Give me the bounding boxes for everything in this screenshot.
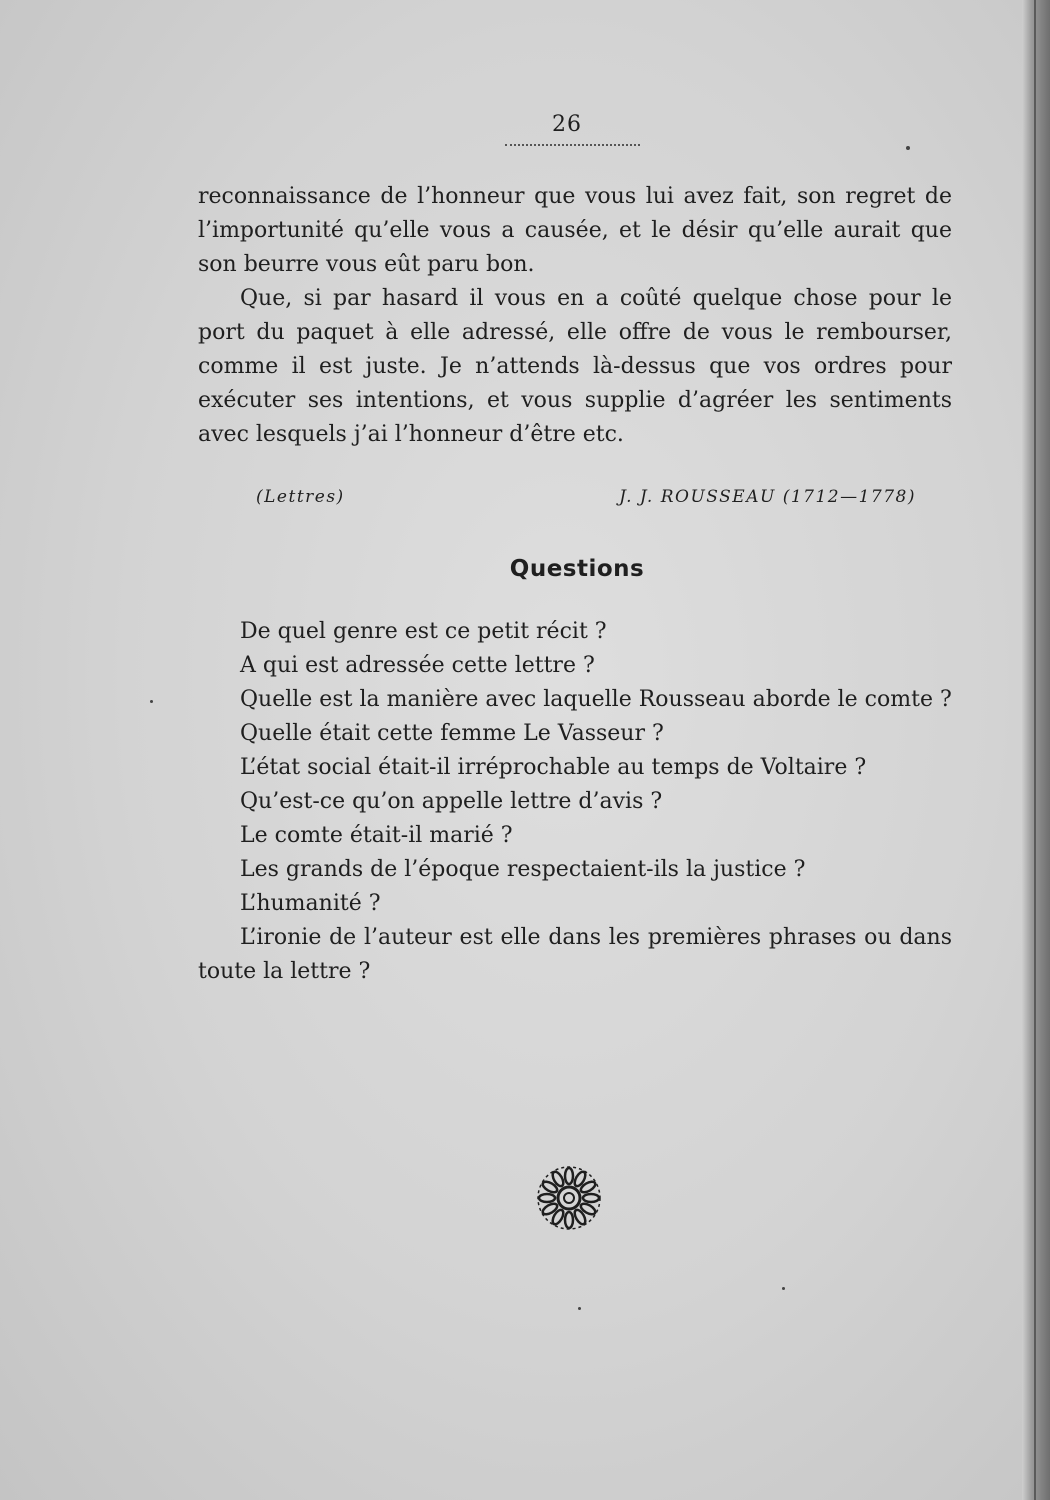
question-item: L’état social était-il irréprochable au temps de Voltaire ? (240, 755, 867, 780)
question-item: Les grands de l’époque respectaient-ils la justice ? (240, 857, 806, 882)
letter-text: Que, si par hasard il vous en a coûté quelque chose pour le port du paquet à elle adressé, elle offre de vous le rembourser, comme il est juste. Je n’attends là-dessus que vos ordres pour exécuter ses intentions, et vous supplie d’agréer les sentiments avec lesquels j’ai l’honneur d’être etc. (198, 286, 952, 447)
question-item: Quelle était cette femme Le Vasseur ? (240, 721, 664, 746)
question-item: Qu’est-ce qu’on appelle lettre d’avis ? (240, 789, 663, 814)
attribution-author: J. J. ROUSSEAU (1712—1778) (619, 487, 916, 507)
attribution-source: (Lettres) (256, 487, 345, 507)
page-edge-line (1034, 0, 1036, 1500)
question-item: Le comte était-il marié ? (240, 823, 513, 848)
letter-text: reconnaissance de l’honneur que vous lui avez fait, son regret de l’importunité qu’elle vous a causée, et le désir qu’elle aurait que son beurre vous eût paru bon. (198, 184, 952, 277)
page-number: 26 (552, 112, 582, 137)
question-item: A qui est adressée cette lettre ? (240, 653, 595, 678)
question-item: De quel genre est ce petit récit ? (240, 619, 607, 644)
questions-list (198, 615, 952, 989)
questions-heading: Questions (509, 556, 645, 582)
letter-paragraph-2 (198, 282, 952, 452)
question-item: L’ironie de l’auteur est elle dans les premières phrases ou dans toute la lettre ? (198, 925, 952, 984)
letter-paragraph-1 (198, 180, 952, 282)
rosette-ornament-icon (534, 1163, 604, 1233)
page-number-rule (505, 144, 640, 146)
question-item: Quelle est la manière avec laquelle Rousseau aborde le comte ? (240, 687, 952, 712)
question-item: L’humanité ? (240, 891, 381, 916)
page-edge (1022, 0, 1050, 1500)
